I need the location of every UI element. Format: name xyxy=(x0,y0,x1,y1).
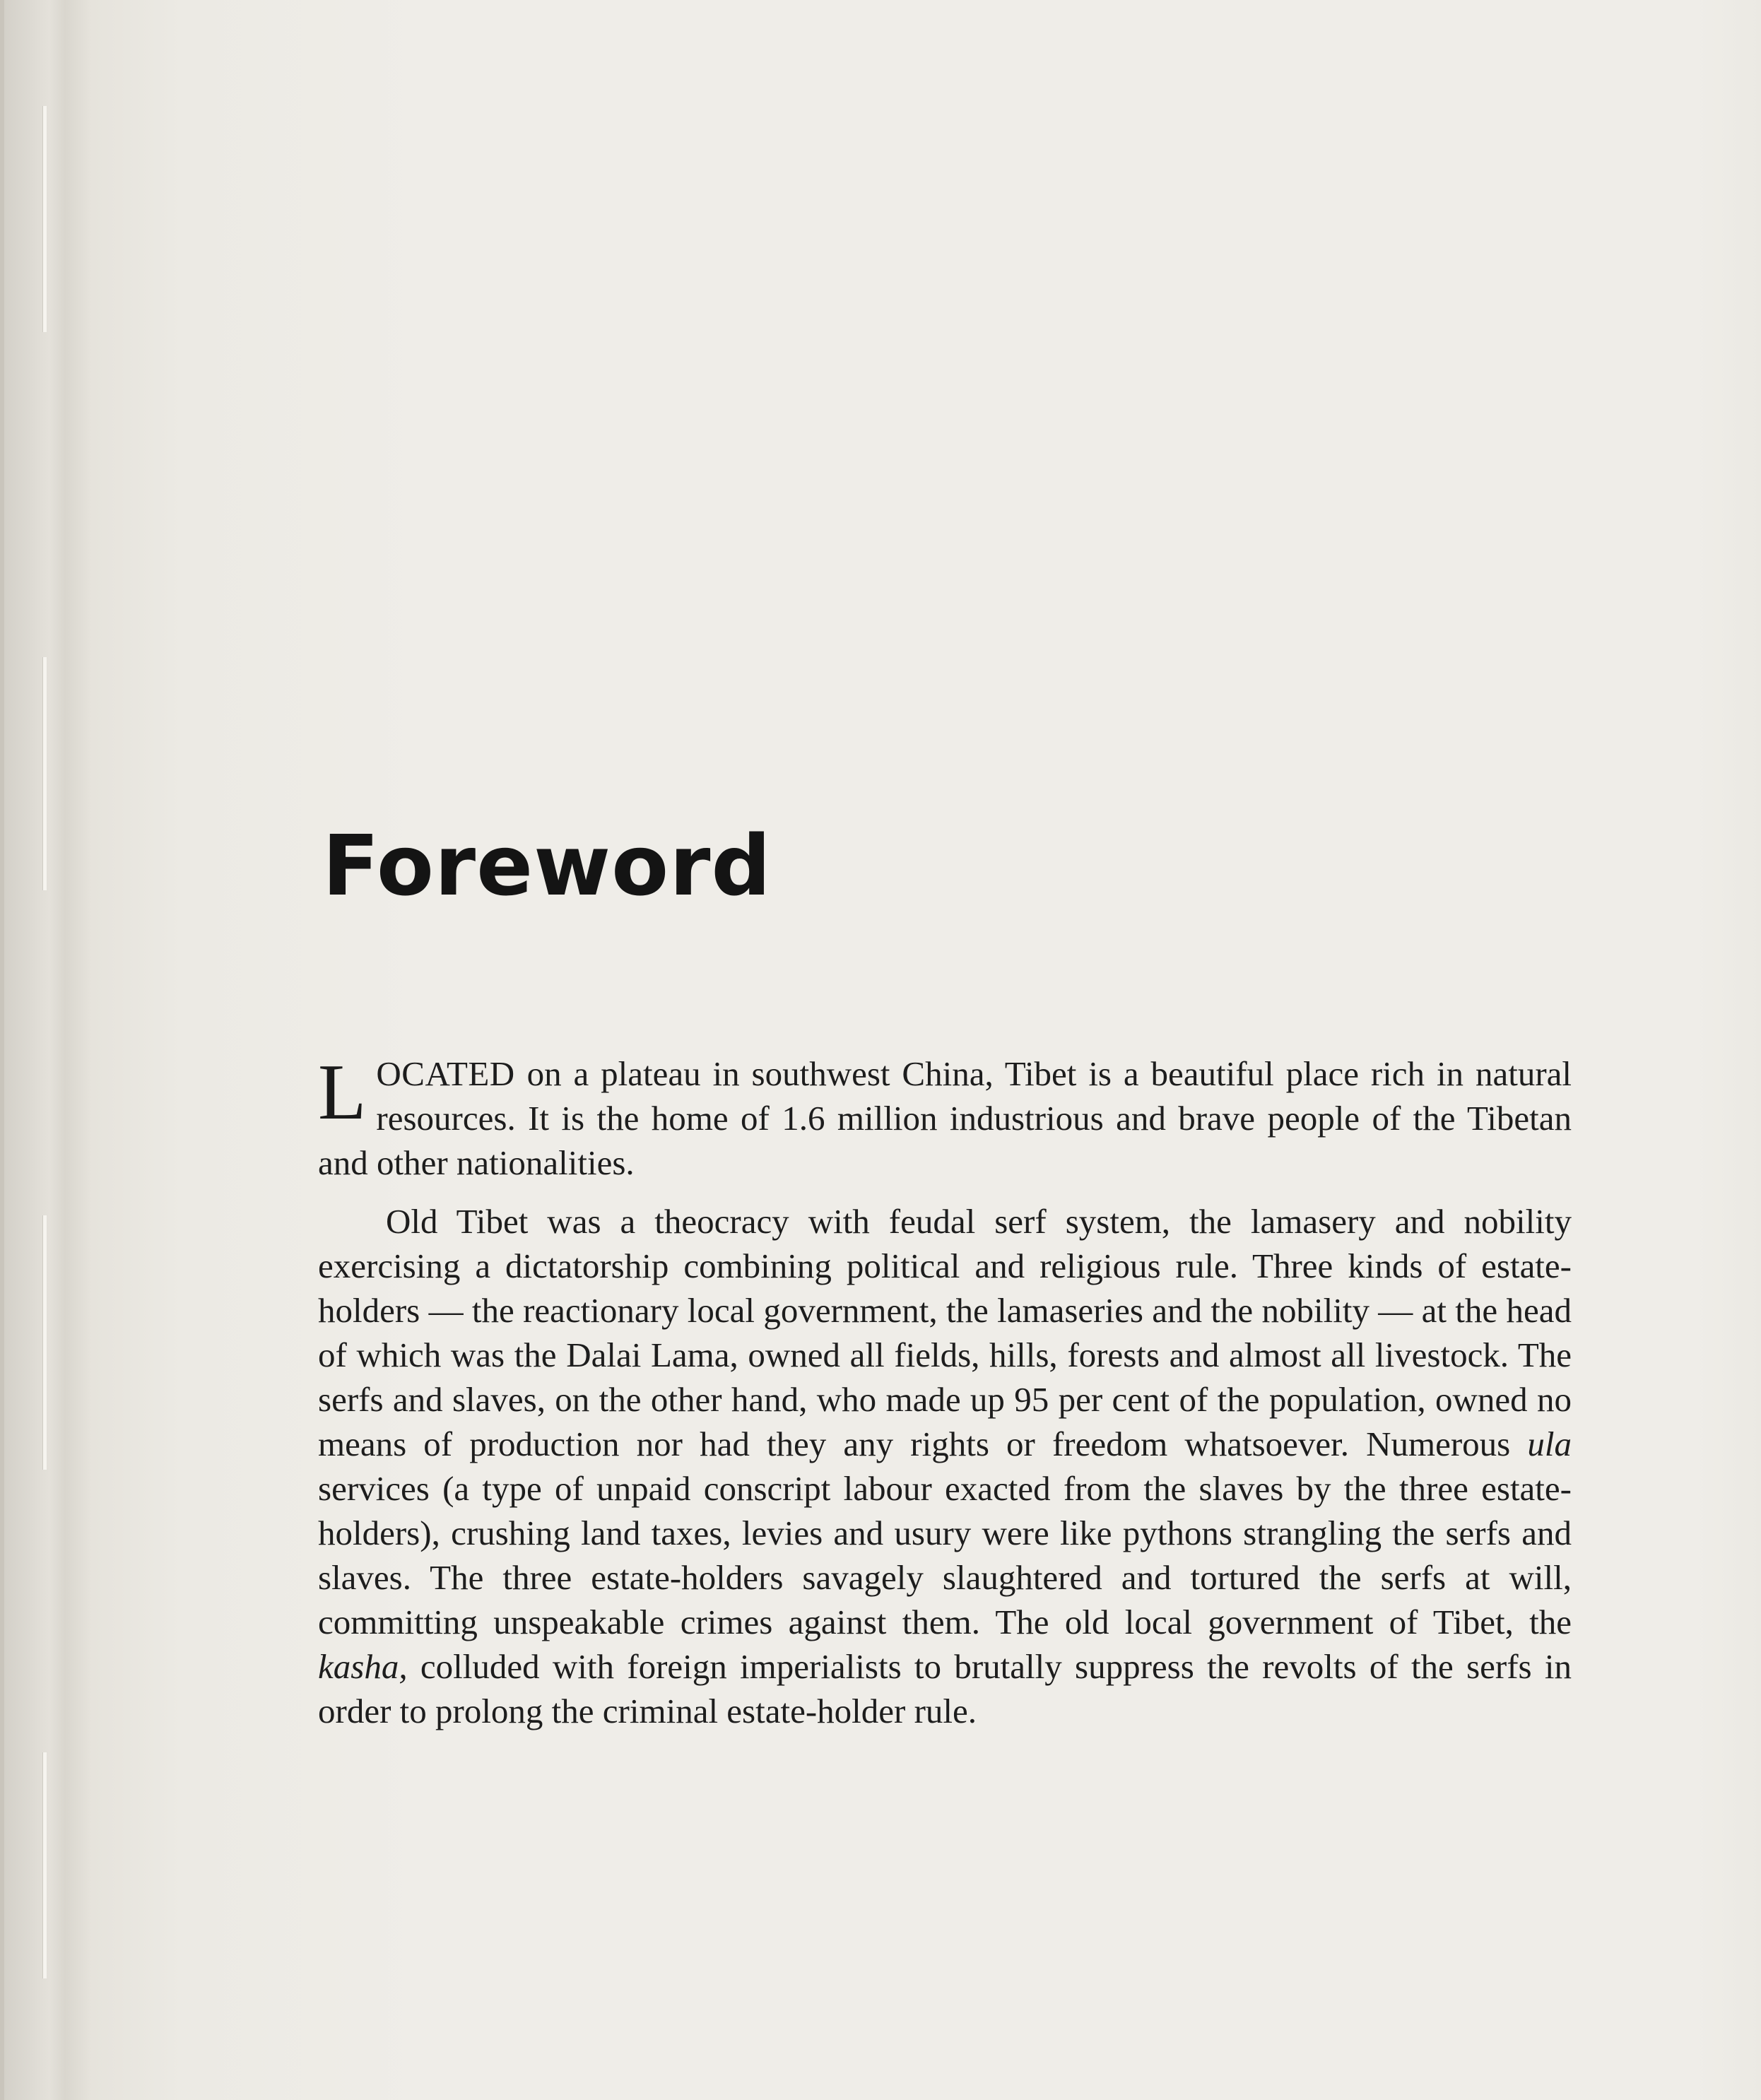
page-title: Foreword xyxy=(322,817,772,914)
binding-stitch xyxy=(42,657,47,890)
drop-cap: L xyxy=(318,1049,367,1136)
paragraph-intro-text: on a plateau in southwest China, Tibet is a beautiful place rich in natural resources. It is the home of 1.6 million industrious and brave people of the Tibetan and other nationalities. xyxy=(318,1054,1572,1182)
lead-word: OCATED xyxy=(376,1054,515,1093)
paragraph-old-tibet-text-3: colluded with foreign imperialists to brutally suppress the revolts of the serfs in order to prolong the criminal estate-holder rule. xyxy=(318,1647,1572,1730)
spine-edge xyxy=(0,0,4,2100)
paragraph-old-tibet xyxy=(318,1199,1572,1733)
paragraph-intro xyxy=(318,1051,1572,1185)
term-ula: ula xyxy=(1527,1424,1572,1463)
paragraph-old-tibet-text-2: services (a type of unpaid conscript labour exacted from the slaves by the three estate-holders), crushing land taxes, levies and usury were like pythons strangling the serfs and slaves. The three estate-holders savagely slaughtered and tortured the serfs at will, committing unspeakable crimes against them. The old local government of Tibet, the xyxy=(318,1469,1572,1641)
binding-stitch xyxy=(42,106,47,332)
paragraph-old-tibet-text-1: Old Tibet was a theocracy with feudal serf system, the lamasery and nobility exercising a dictatorship combining political and religious rule. Three kinds of estate-holders — the reactionary local government, the lamaseries and the nobility — at the head of which was the Dalai Lama, owned all fields, hills, forests and almost all livestock. The serfs and slaves, on the other hand, who made up 95 per cent of the population, owned no means of production nor had they any rights or freedom whatsoever. Numerous xyxy=(318,1202,1572,1463)
foreword-body xyxy=(318,1051,1572,1733)
binding-stitch xyxy=(42,1752,47,1978)
term-kasha: kasha, xyxy=(318,1647,408,1686)
binding-stitch xyxy=(42,1215,47,1470)
